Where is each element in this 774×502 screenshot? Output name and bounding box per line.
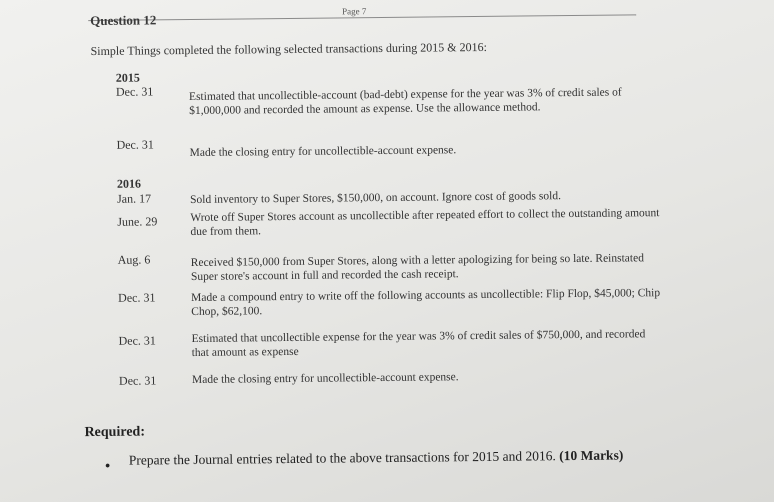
question-title: Question 12 — [90, 12, 157, 29]
entry-text: Estimated that uncollectible-account (bad-debt) expense for the year was 3% of credit sales of $1,000,000 and recorded the amount as expense. Use the allowance method. — [188, 86, 622, 118]
entry-text: Made a compound entry to write off the following accounts as uncollectible: Flip Flop, $45,000; Chip Chop, $62,100. — [191, 287, 661, 319]
year-2016: 2016 — [116, 176, 142, 191]
entry-date: Dec. 31 — [115, 84, 154, 99]
entry-date: Dec. 31 — [118, 290, 156, 305]
entry-date: Dec. 31 — [118, 333, 156, 348]
required-instruction — [129, 447, 624, 468]
entry-date: Aug. 6 — [117, 252, 151, 267]
intro-text: Simple Things completed the following selected transactions during 2015 & 2016: — [90, 39, 487, 59]
entry-text: Made the closing entry for uncollectible-account expense. — [189, 144, 457, 160]
marks-label: (10 Marks) — [559, 447, 624, 464]
entry-text: Estimated that uncollectible expense for the year was 3% of credit sales of $750,000, and recorded that amount as expense — [191, 328, 646, 360]
required-heading: Required: — [84, 424, 146, 441]
entry-text: Made the closing entry for uncollectible-account expense. — [191, 371, 459, 387]
entry-date: Jan. 17 — [117, 191, 152, 206]
required-text: Prepare the Journal entries related to the above transactions for 2015 and 2016. — [128, 448, 556, 468]
entry-date: June. 29 — [117, 214, 158, 229]
entry-text: Sold inventory to Super Stores, $150,000, on account. Ignore cost of goods sold. — [190, 190, 561, 207]
entry-date: Dec. 31 — [116, 137, 154, 152]
entry-text: Wrote off Super Stores account as uncollectible after repeated effort to collect the outstanding amount due from them. — [190, 207, 660, 239]
entry-text: Received $150,000 from Super Stores, along with a letter apologizing for being so late. Reinstated Super store's account in full and recorded the cash receipt. — [190, 252, 644, 284]
page-number: Page 7 — [342, 6, 367, 17]
bullet-icon: • — [104, 457, 111, 475]
entry-date: Dec. 31 — [118, 373, 157, 388]
year-2015: 2015 — [115, 70, 140, 85]
